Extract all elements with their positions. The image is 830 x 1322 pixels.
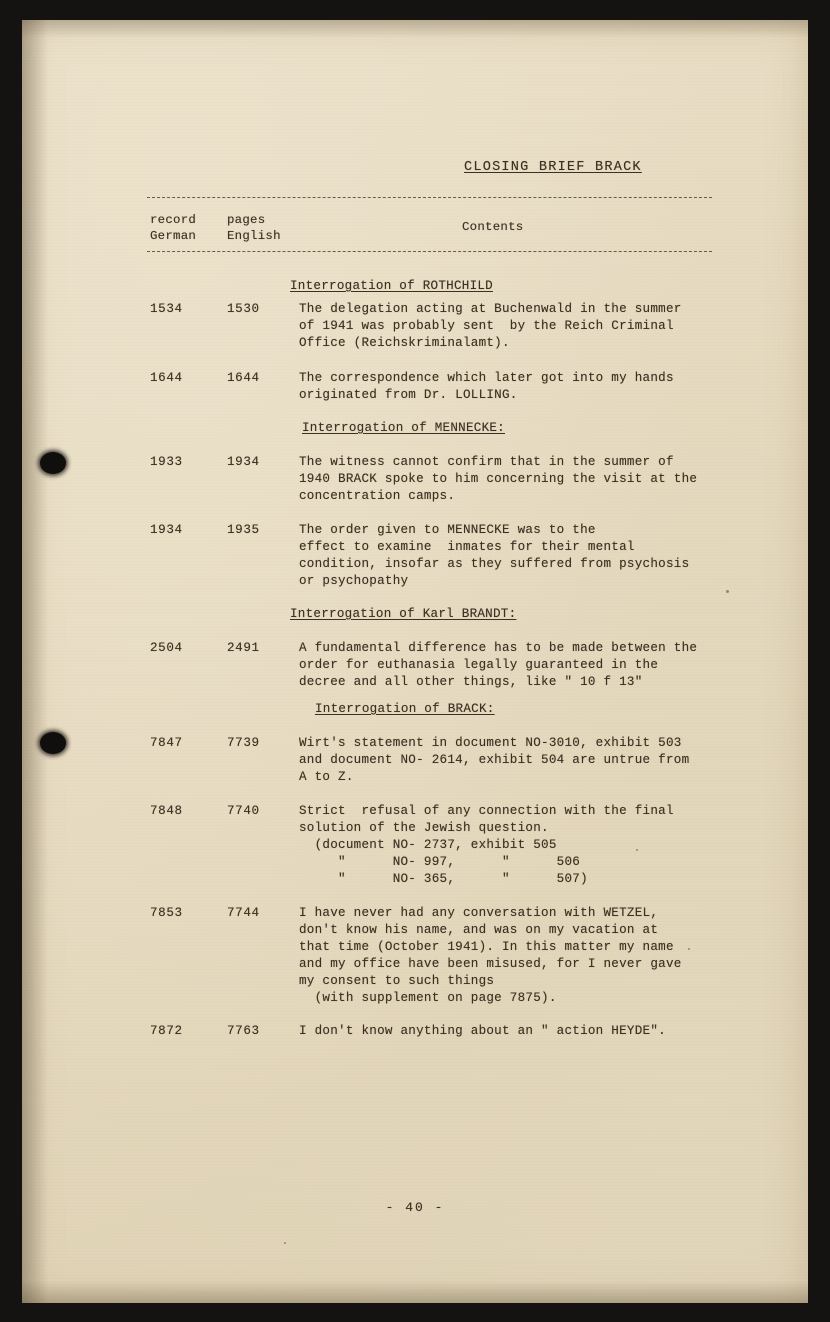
- entry-record-german: 1644: [150, 371, 183, 385]
- entry-content-line: effect to examine inmates for their mental: [299, 540, 635, 554]
- entry-content-line: of 1941 was probably sent by the Reich Criminal: [299, 319, 674, 333]
- entry-record-english: 7744: [227, 906, 260, 920]
- section-heading-brack: Interrogation of BRACK:: [315, 702, 495, 716]
- table-rule-top: [147, 197, 712, 198]
- section-heading-mennecke: Interrogation of MENNECKE:: [302, 421, 505, 435]
- entry-content-line: Office (Reichskriminalamt).: [299, 336, 510, 350]
- entry-record-german: 7848: [150, 804, 183, 818]
- entry-content-line: Strict refusal of any connection with the final: [299, 804, 674, 818]
- entry-content-line: and document NO- 2614, exhibit 504 are untrue from: [299, 753, 690, 767]
- table-rule-bottom: [147, 251, 712, 252]
- document-body: [22, 20, 808, 1303]
- document-page: [22, 20, 808, 1303]
- entry-record-english: 1644: [227, 371, 260, 385]
- entry-content-line: (document NO- 2737, exhibit 505: [299, 838, 557, 852]
- entry-content-line: condition, insofar as they suffered from psychosis: [299, 557, 690, 571]
- document-title: CLOSING BRIEF BRACK: [464, 160, 642, 175]
- entry-content-line: solution of the Jewish question.: [299, 821, 549, 835]
- binder-punch-hole: [40, 732, 66, 754]
- entry-content-line: or psychopathy: [299, 574, 409, 588]
- entry-record-english: 7740: [227, 804, 260, 818]
- entry-record-german: 7847: [150, 736, 183, 750]
- entry-record-german: 2504: [150, 641, 183, 655]
- entry-record-english: 1935: [227, 523, 260, 537]
- entry-record-german: 7853: [150, 906, 183, 920]
- column-header-record-line2: German: [150, 229, 197, 243]
- column-header-pages-line1: pages: [227, 213, 266, 227]
- entry-content-line: Wirt's statement in document NO-3010, exhibit 503: [299, 736, 682, 750]
- entry-record-english: 1934: [227, 455, 260, 469]
- entry-content-line: decree and all other things, like " 10 f 13": [299, 675, 643, 689]
- binder-punch-hole: [40, 452, 66, 474]
- entry-content-line: The delegation acting at Buchenwald in the summer: [299, 302, 682, 316]
- entry-content-line: The order given to MENNECKE was to the: [299, 523, 596, 537]
- paper-speck: [726, 590, 729, 593]
- entry-content-line: (with supplement on page 7875).: [299, 991, 557, 1005]
- entry-content-line: " NO- 365, " 507): [299, 872, 588, 886]
- entry-content-line: concentration camps.: [299, 489, 456, 503]
- entry-content-line: order for euthanasia legally guaranteed in the: [299, 658, 659, 672]
- section-heading-rothchild: Interrogation of ROTHCHILD: [290, 279, 493, 293]
- column-header-contents: Contents: [462, 220, 524, 234]
- entry-record-english: 2491: [227, 641, 260, 655]
- entry-record-german: 1933: [150, 455, 183, 469]
- entry-content-line: originated from Dr. LOLLING.: [299, 388, 518, 402]
- entry-record-german: 7872: [150, 1024, 183, 1038]
- page-number: - 40 -: [385, 1200, 445, 1215]
- entry-content-line: and my office have been misused, for I never gave: [299, 957, 682, 971]
- section-heading-karl-brandt: Interrogation of Karl BRANDT:: [290, 607, 517, 621]
- entry-record-english: 7763: [227, 1024, 260, 1038]
- entry-content-line: I don't know anything about an " action HEYDE".: [299, 1024, 666, 1038]
- paper-speck: [688, 948, 690, 950]
- entry-record-english: 7739: [227, 736, 260, 750]
- entry-content-line: " NO- 997, " 506: [299, 855, 581, 869]
- paper-speck: [636, 849, 638, 851]
- column-header-record-line1: record: [150, 213, 197, 227]
- entry-content-line: A fundamental difference has to be made between the: [299, 641, 698, 655]
- entry-record-english: 1530: [227, 302, 260, 316]
- entry-record-german: 1534: [150, 302, 183, 316]
- entry-content-line: I have never had any conversation with WETZEL,: [299, 906, 659, 920]
- entry-content-line: my consent to such things: [299, 974, 495, 988]
- entry-record-german: 1934: [150, 523, 183, 537]
- column-header-pages-line2: English: [227, 229, 281, 243]
- entry-content-line: The correspondence which later got into my hands: [299, 371, 674, 385]
- entry-content-line: don't know his name, and was on my vacation at: [299, 923, 659, 937]
- entry-content-line: The witness cannot confirm that in the summer of: [299, 455, 674, 469]
- entry-content-line: that time (October 1941). In this matter my name: [299, 940, 674, 954]
- entry-content-line: 1940 BRACK spoke to him concerning the visit at the: [299, 472, 698, 486]
- entry-content-line: A to Z.: [299, 770, 354, 784]
- paper-speck: [284, 1242, 286, 1244]
